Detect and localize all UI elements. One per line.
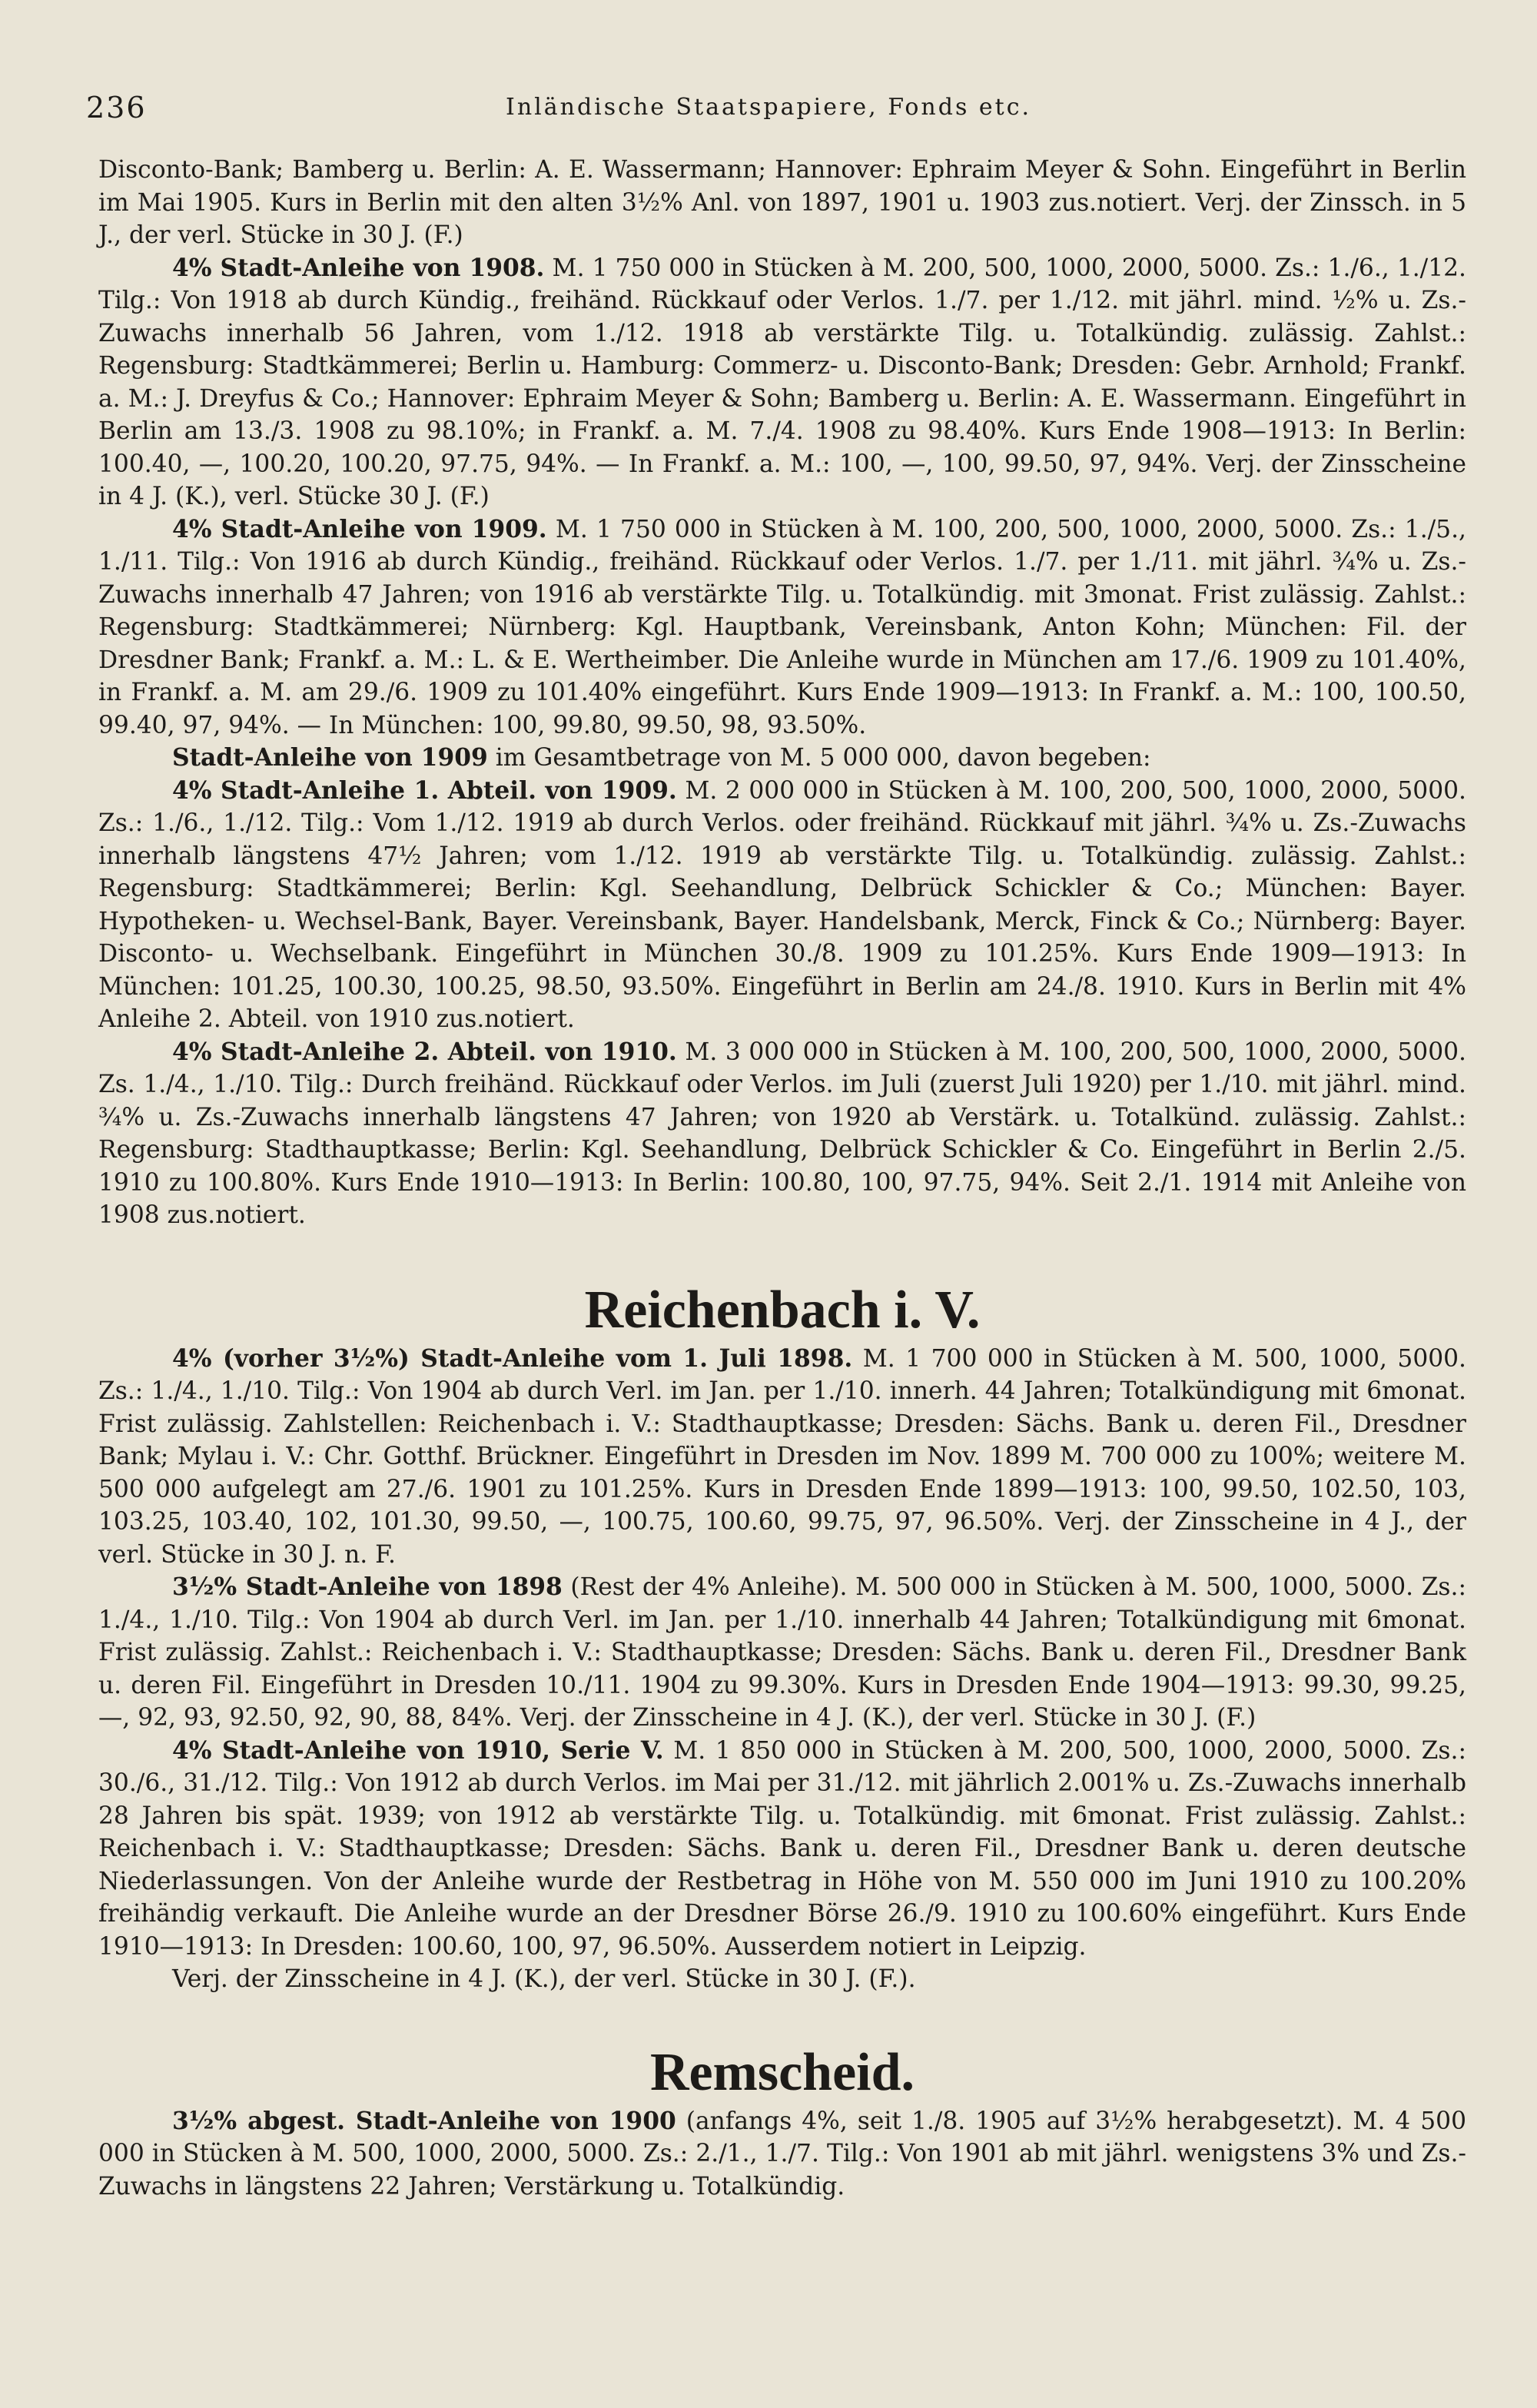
- paragraph: [98, 513, 1466, 742]
- entry-title: 3½% Stadt-Anleihe von 1898: [172, 1573, 563, 1601]
- paragraph: [98, 154, 1466, 252]
- paragraph: [98, 1343, 1466, 1572]
- entry-title: 3½% abgest. Stadt-Anleihe von 1900: [172, 2107, 676, 2135]
- paragraph-text: M. 1 750 000 in Stücken à M. 200, 500, 1000, 2000, 5000. Zs.: 1./6., 1./12. Tilg.: Von 1918 ab durch Kündig., freihänd. Rückkauf oder Verlos. 1./7. per 1./12. mit jährl. mind. ½% u. Zs.-Zuwachs innerhalb 56 Jahren, vom 1./12. 1918 ab verstärkte Tilg. u. Totalkündig. zulässig. Zahlst.: Regensburg: Stadtkämmerei; Berlin u. Hamburg: Commerz- u. Disconto-Bank; Dresden: Gebr. Arnhold; Frankf. a. M.: J. Dreyfus & Co.; Hannover: Ephraim Meyer & Sohn; Bamberg u. Berlin: A. E. Wassermann. Eingeführt in Berlin am 13./3. 1908 zu 98.10%; in Frankf. a. M. 7./4. 1908 zu 98.40%. Kurs Ende 1908—1913: In Berlin: 100.40, —, 100.20, 100.20, 97.75, 94%. — In Frankf. a. M.: 100, —, 100, 99.50, 97, 94%. Verj. der Zinsscheine in 4 J. (K.), verl. Stücke 30 J. (F.): [98, 254, 1466, 510]
- paragraph: [98, 775, 1466, 1036]
- paragraph-text: (anfangs 4%, seit 1./8. 1905 auf 3½% herabgesetzt). M. 4 500 000 in Stücken à M. 500, 1000, 2000, 5000. Zs.: 2./1., 1./7. Tilg.: Von 1901 ab mit jährl. wenigstens 3% und Zs.-Zuwachs in längstens 22 Jahren; Verstärkung u. Totalkündig.: [98, 2107, 1466, 2200]
- paragraph: [98, 2105, 1466, 2204]
- paragraph-text: Disconto-Bank; Bamberg u. Berlin: A. E. Wassermann; Hannover: Ephraim Meyer & Sohn. Eingeführt in Berlin im Mai 1905. Kurs in Berlin mit den alten 3½% Anl. von 1897, 1901 u. 1903 zus.notiert. Verj. der Zinssch. in 5 J., der verl. Stücke in 30 J. (F.): [98, 156, 1466, 249]
- entry-title: 4% (vorher 3½%) Stadt-Anleihe vom 1. Juli 1898.: [172, 1344, 853, 1373]
- section-spacer: [98, 1232, 1466, 1278]
- entry-title: Stadt-Anleihe von 1909: [172, 744, 488, 772]
- city-heading: Reichenbach i. V.: [584, 1280, 981, 1340]
- paragraph-text: (Rest der 4% Anleihe). M. 500 000 in Stücken à M. 500, 1000, 5000. Zs.: 1./4., 1./10. Tilg.: Von 1904 ab durch Verl. im Jan. per 1./10. innerhalb 44 Jahren; Totalkündigung mit 6monat. Frist zulässig. Zahlst.: Reichenbach i. V.: Stadthauptkasse; Dresden: Sächs. Bank u. deren Fil., Dresdner Bank u. deren Fil. Eingeführt in Dresden 10./11. 1904 zu 99.30%. Kurs in Dresden Ende 1904—1913: 99.30, 99.25, —, 92, 93, 92.50, 92, 90, 88, 84%. Verj. der Zinsscheine in 4 J. (K.), der verl. Stücke in 30 J. (F.): [98, 1573, 1466, 1732]
- city-heading: Remscheid.: [649, 2042, 915, 2102]
- paragraph: [98, 252, 1466, 513]
- paragraph-text: Verj. der Zinsscheine in 4 J. (K.), der verl. Stücke in 30 J. (F.).: [172, 1965, 916, 1993]
- paragraph: [98, 1963, 1466, 1996]
- page-header: [86, 91, 1451, 137]
- page-number: 236: [86, 91, 147, 125]
- entry-title: 4% Stadt-Anleihe von 1908.: [172, 254, 545, 282]
- section-reichenbach: [98, 1278, 1466, 1996]
- paragraph: [98, 1735, 1466, 1964]
- entry-title: 4% Stadt-Anleihe von 1910, Serie V.: [172, 1736, 664, 1765]
- entry-title: 4% Stadt-Anleihe 2. Abteil. von 1910.: [172, 1038, 677, 1066]
- paragraph-text: M. 2 000 000 in Stücken à M. 100, 200, 500, 1000, 2000, 5000. Zs.: 1./6., 1./12. Tilg.: Vom 1./12. 1919 ab durch Verlos. oder freihänd. Rückkauf mit jährl. ¾% u. Zs.-Zuwachs innerhalb längstens 47½ Jahren; vom 1./12. 1919 ab verstärkte Tilg. u. Totalkündig. zulässig. Zahlst.: Regensburg: Stadtkämmerei; Berlin: Kgl. Seehandlung, Delbrück Schickler & Co.; München: Bayer. Hypotheken- u. Wechsel-Bank, Bayer. Vereinsbank, Bayer. Handelsbank, Merck, Finck & Co.; Nürnberg: Bayer. Disconto- u. Wechselbank. Eingeführt in München 30./8. 1909 zu 101.25%. Kurs Ende 1909—1913: In München: 101.25, 100.30, 100.25, 98.50, 93.50%. Eingeführt in Berlin am 24./8. 1910. Kurs in Berlin mit 4% Anleihe 2. Abteil. von 1910 zus.notiert.: [98, 776, 1466, 1033]
- paragraph-text: M. 1 750 000 in Stücken à M. 100, 200, 500, 1000, 2000, 5000. Zs.: 1./5., 1./11. Tilg.: Von 1916 ab durch Kündig., freihänd. Rückkauf oder Verlos. 1./7. per 1./11. mit jährl. ¾% u. Zs.-Zuwachs innerhalb 47 Jahren; von 1916 ab verstärkte Tilg. u. Totalkündig. mit 3monat. Frist zulässig. Zahlst.: Regensburg: Stadtkämmerei; Nürnberg: Kgl. Hauptbank, Vereinsbank, Anton Kohn; München: Fil. der Dresdner Bank; Frankf. a. M.: L. & E. Wertheimber. Die Anleihe wurde in München am 17./6. 1909 zu 101.40%, in Frankf. a. M. am 29./6. 1909 zu 101.40% eingeführt. Kurs Ende 1909—1913: In Frankf. a. M.: 100, 100.50, 99.40, 97, 94%. — In München: 100, 99.80, 99.50, 98, 93.50%.: [98, 515, 1466, 739]
- section-spacer: [98, 1996, 1466, 2041]
- running-title: Inländische Staatspapiere, Fonds etc.: [505, 94, 1032, 121]
- section-remscheid: [98, 2041, 1466, 2204]
- paragraph: [98, 1571, 1466, 1735]
- paragraph-text: M. 3 000 000 in Stücken à M. 100, 200, 500, 1000, 2000, 5000. Zs. 1./4., 1./10. Tilg.: Durch freihänd. Rückkauf oder Verlos. im Juli (zuerst Juli 1920) per 1./10. mit jährl. mind. ¾% u. Zs.-Zuwachs innerhalb längstens 47 Jahren; von 1920 ab Verstärk. u. Totalkünd. zulässig. Zahlst.: Regensburg: Stadthauptkasse; Berlin: Kgl. Seehandlung, Delbrück Schickler & Co. Eingeführt in Berlin 2./5. 1910 zu 100.80%. Kurs Ende 1910—1913: In Berlin: 100.80, 100, 97.75, 94%. Seit 2./1. 1914 mit Anleihe von 1908 zus.notiert.: [98, 1038, 1466, 1229]
- entry-title: 4% Stadt-Anleihe 1. Abteil. von 1909.: [172, 776, 677, 805]
- paragraph: [98, 742, 1466, 775]
- paragraph-text: M. 1 700 000 in Stücken à M. 500, 1000, 5000. Zs.: 1./4., 1./10. Tilg.: Von 1904 ab durch Verl. im Jan. per 1./10. innerh. 44 Jahren; Totalkündigung mit 6monat. Frist zulässig. Zahlstellen: Reichenbach i. V.: Stadthauptkasse; Dresden: Sächs. Bank u. deren Fil., Dresdner Bank; Mylau i. V.: Chr. Gotthf. Brückner. Eingeführt in Dresden im Nov. 1899 M. 700 000 zu 100%; weitere M. 500 000 aufgelegt am 27./6. 1901 zu 101.25%. Kurs in Dresden Ende 1899—1913: 100, 99.50, 102.50, 103, 103.25, 103.40, 102, 101.30, 99.50, —, 100.75, 100.60, 99.75, 97, 96.50%. Verj. der Zinsscheine in 4 J., der verl. Stücke in 30 J. n. F.: [98, 1344, 1466, 1569]
- paragraph-text: im Gesamtbetrage von M. 5 000 000, davon begeben:: [487, 744, 1151, 772]
- page-content: [98, 154, 1466, 2203]
- entry-title: 4% Stadt-Anleihe von 1909.: [172, 515, 547, 543]
- section-regensburg-continued: [98, 154, 1466, 1232]
- paragraph: [98, 1036, 1466, 1232]
- paragraph-text: M. 1 850 000 in Stücken à M. 200, 500, 1000, 2000, 5000. Zs.: 30./6., 31./12. Tilg.: Von 1912 ab durch Verlos. im Mai per 31./12. mit jährlich 2.001% u. Zs.-Zuwachs innerhalb 28 Jahren bis spät. 1939; von 1912 ab verstärkte Tilg. u. Totalkündig. mit 6monat. Frist zulässig. Zahlst.: Reichenbach i. V.: Stadthauptkasse; Dresden: Sächs. Bank u. deren Fil., Dresdner Bank u. deren deutsche Niederlassungen. Von der Anleihe wurde der Restbetrag in Höhe von M. 550 000 im Juni 1910 zu 100.20% freihändig verkauft. Die Anleihe wurde an der Dresdner Börse 26./9. 1910 zu 100.60% eingeführt. Kurs Ende 1910—1913: In Dresden: 100.60, 100, 97, 96.50%. Ausserdem notiert in Leipzig.: [98, 1736, 1466, 1961]
